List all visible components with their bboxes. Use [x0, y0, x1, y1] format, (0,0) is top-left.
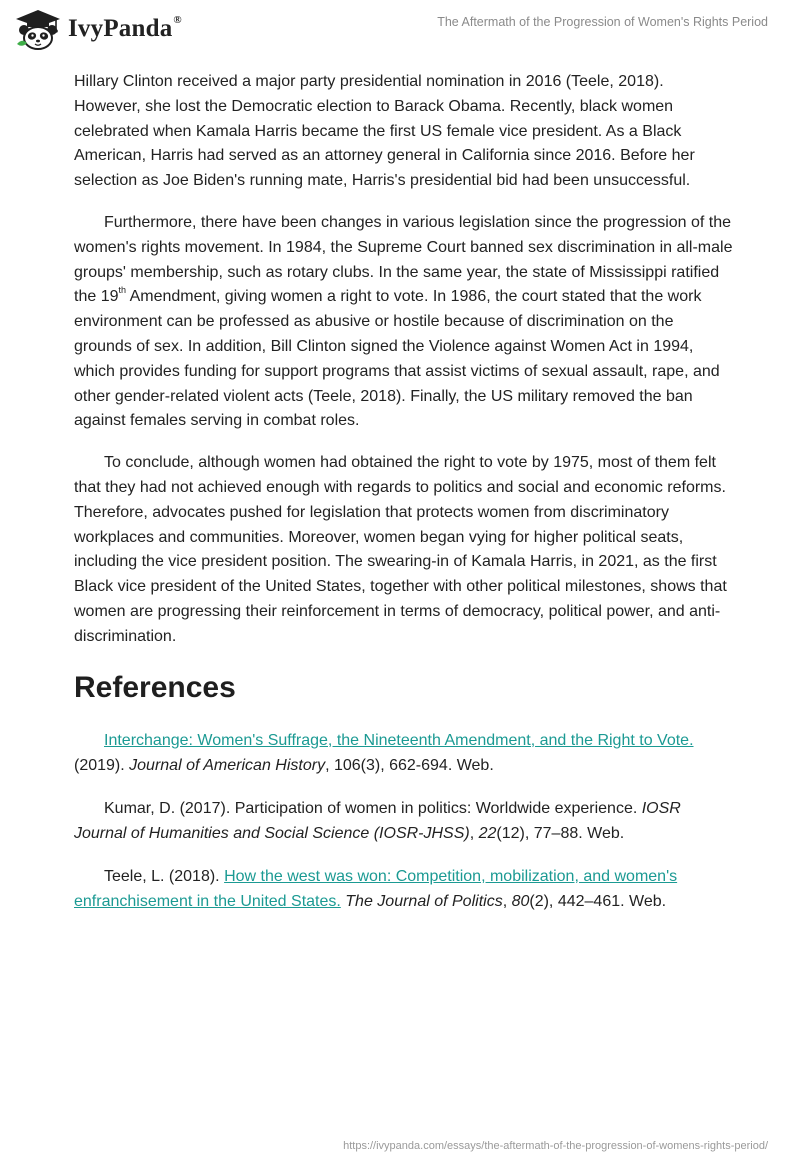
paragraph-2: Furthermore, there have been changes in various legislation since the progression of the women's rights movement. In 1984, the Supreme Court banned sex discrimination in all-male groups' membership, such as rotary clubs. In the same year, the state of Mississippi ratified the 19th Amendment, giving women a right to vote. In 1986, the court stated that the work environment can be professed as abusive or hostile because of discrimination on the grounds of sex. In addition, Bill Clinton signed the Violence against Women Act in 1994, which provides funding for support programs that assist victims of sexual assault, rape, and other gender-related violent acts (Teele, 2018). Finally, the US military removed the ban against females serving in combat roles.	[74, 213, 733, 430]
reference-link[interactable]: How the west was won: Competition, mobilization, and women's enfranchisement in the United States.	[74, 867, 678, 910]
reference-item: Teele, L. (2018). How the west was won: Competition, mobilization, and women's enfranchisement in the United States. The Journal of Politics, 80(2), 442–461. Web.	[74, 867, 678, 910]
reference-item: Kumar, D. (2017). Participation of women in politics: Worldwide experience. IOSR Journal of Humanities and Social Science (IOSR-JHSS), 22(12), 77–88. Web.	[74, 799, 681, 842]
paragraph-3: To conclude, although women had obtained the right to vote by 1975, most of them felt that they had not achieved enough with regards to politics and social and economic reforms. Therefore, advocates pushed for legislation that protects women from discriminatory workplaces and communities. Moreover, women began vying for higher political seats, including the vice president position. The swearing-in of Kamala Harris, in 2021, as the first Black vice president of the United States, together with other political milestones, shows that women are progressing their reinforcement in terms of democracy, political power, and anti-discrimination.	[74, 454, 727, 645]
references-heading: References	[74, 670, 236, 704]
ivypanda-logo[interactable]	[14, 8, 182, 50]
reference-item: Interchange: Women's Suffrage, the Nineteenth Amendment, and the Right to Vote. (2019). Journal of American History, 106(3), 662-694. Web.	[74, 731, 694, 774]
page-header	[0, 0, 800, 62]
footer-url: https://ivypanda.com/essays/the-aftermath-of-the-progression-of-womens-rights-period/	[343, 1140, 768, 1152]
panda-graduate-icon	[14, 8, 62, 50]
document-title: The Aftermath of the Progression of Women's Rights Period	[437, 15, 768, 29]
essay-content	[74, 70, 734, 914]
paragraph-1: Hillary Clinton received a major party presidential nomination in 2016 (Teele, 2018). However, she lost the Democratic election to Barack Obama. Recently, black women celebrated when Kamala Harris became the first US female vice president. As a Black American, Harris had served as an attorney general in California since 2016. Before her selection as Joe Biden's running mate, Harris's presidential bid had been unsuccessful.	[74, 73, 695, 190]
logo-text: IvyPanda®	[68, 13, 182, 42]
reference-link[interactable]: Interchange: Women's Suffrage, the Nineteenth Amendment, and the Right to Vote.	[104, 731, 694, 749]
